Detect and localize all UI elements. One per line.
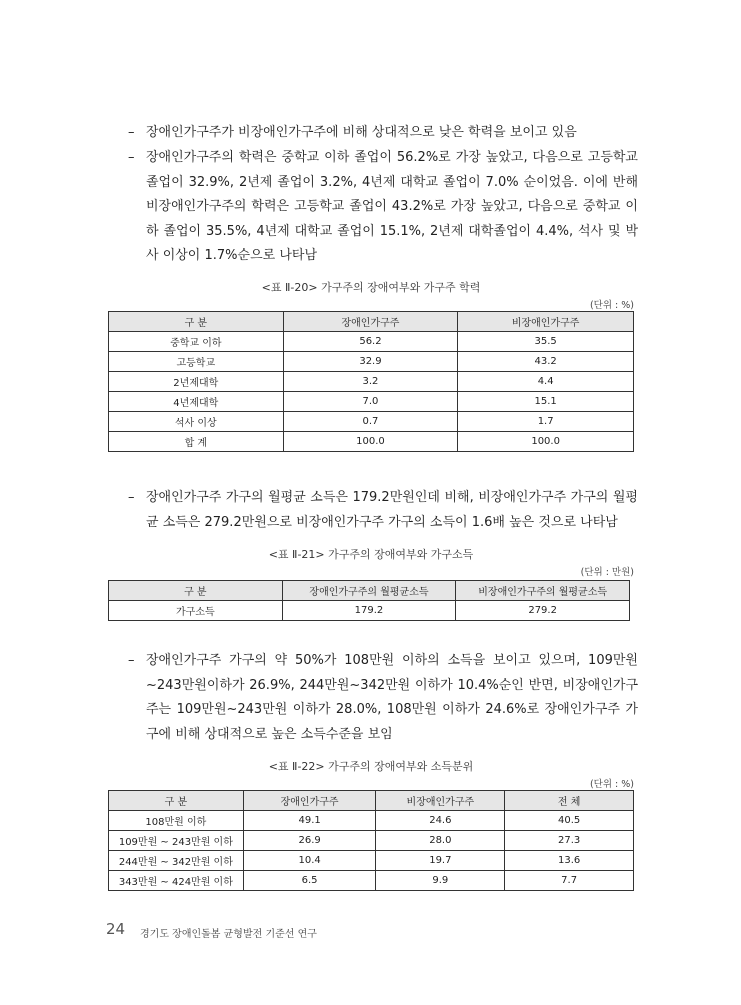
header-cell: 장애인가구주의 월평균소득 <box>282 581 456 601</box>
table-cell: 15.1 <box>458 392 634 412</box>
header-cell: 장애인가구주 <box>243 791 376 811</box>
table-row <box>109 831 634 851</box>
bullet-dash: – <box>128 653 135 668</box>
income-quintile-table <box>108 790 634 891</box>
table-cell: 26.9 <box>243 831 376 851</box>
header-cell: 비장애인가구주 <box>458 312 634 332</box>
bullet-text: 장애인가구주 가구의 약 50%가 108만원 이하의 소득을 보이고 있으며, 109만원~243만원이하가 26.9%, 244만원~342만원 이하가 10.4%순인 반면, 비장애인가구주는 109만원~243만원 이하가 28.0%, 108만원 이하가 24.6%로 장애인가구주 가구에 비해 상대적으로 높은 소득수준을 보임 <box>146 653 638 742</box>
row-label: 석사 이상 <box>109 412 284 432</box>
bullet-paragraph <box>128 121 638 146</box>
row-label: 343만원 ~ 424만원 이하 <box>109 871 244 891</box>
income-table <box>108 580 630 621</box>
page-number: 24 <box>106 920 126 938</box>
table-row <box>109 352 634 372</box>
bullet-text: 장애인가구주 가구의 월평균 소득은 179.2만원인데 비해, 비장애인가구주 가구의 월평균 소득은 279.2만원으로 비장애인가구주 가구의 소득이 1.6배 높은 것으로 나타남 <box>146 490 638 530</box>
table-caption: <표 Ⅱ-22> 가구주의 장애여부와 소득분위 <box>268 760 474 773</box>
bullet-paragraph <box>128 649 638 747</box>
bullet-dash: – <box>128 490 135 505</box>
table-cell: 0.7 <box>283 412 458 432</box>
table-cell: 179.2 <box>282 601 456 621</box>
table-cell: 32.9 <box>283 352 458 372</box>
header-cell: 구 분 <box>109 791 244 811</box>
bullet-dash: – <box>128 150 135 165</box>
table-row <box>109 412 634 432</box>
table-cell: 4.4 <box>458 372 634 392</box>
row-label: 가구소득 <box>109 601 283 621</box>
table-cell: 19.7 <box>376 851 505 871</box>
table-cell: 35.5 <box>458 332 634 352</box>
row-label: 2년제대학 <box>109 372 284 392</box>
table-cell: 27.3 <box>505 831 634 851</box>
table-cell: 100.0 <box>283 432 458 452</box>
header-cell: 전 체 <box>505 791 634 811</box>
table-cell: 100.0 <box>458 432 634 452</box>
row-label: 4년제대학 <box>109 392 284 412</box>
table-cell: 1.7 <box>458 412 634 432</box>
table-cell: 28.0 <box>376 831 505 851</box>
table-header-row <box>109 791 634 811</box>
table-row <box>109 601 630 621</box>
table-cell: 56.2 <box>283 332 458 352</box>
table-row <box>109 332 634 352</box>
table-header-row <box>109 312 634 332</box>
header-cell: 비장애인가구주 <box>376 791 505 811</box>
table-cell: 13.6 <box>505 851 634 871</box>
table-cell: 10.4 <box>243 851 376 871</box>
row-label: 108만원 이하 <box>109 811 244 831</box>
bullet-paragraph <box>128 146 638 269</box>
table-cell: 24.6 <box>376 811 505 831</box>
header-cell: 구 분 <box>109 312 284 332</box>
header-cell: 비장애인가구주의 월평균소득 <box>456 581 630 601</box>
table-unit: (단위 : %) <box>589 779 634 790</box>
bullet-dash: – <box>128 125 135 140</box>
table-cell: 279.2 <box>456 601 630 621</box>
table-cell: 9.9 <box>376 871 505 891</box>
table-row <box>109 392 634 412</box>
header-cell: 구 분 <box>109 581 283 601</box>
table-cell: 43.2 <box>458 352 634 372</box>
table-cell: 49.1 <box>243 811 376 831</box>
row-label: 244만원 ~ 342만원 이하 <box>109 851 244 871</box>
table-row <box>109 851 634 871</box>
bullet-text: 장애인가구주가 비장애인가구주에 비해 상대적으로 낮은 학력을 보이고 있음 <box>146 125 577 140</box>
bullet-text: 장애인가구주의 학력은 중학교 이하 졸업이 56.2%로 가장 높았고, 다음으로 고등학교 졸업이 32.9%, 2년제 졸업이 3.2%, 4년제 대학교 졸업이 7.0% 순이었음. 이에 반해 비장애인가구주의 학력은 고등학교 졸업이 43.2%로 가장 높았고, 다음으로 중학교 이하 졸업이 35.5%, 4년제 대학교 졸업이 15.1%, 2년제 대학졸업이 4.4%, 석사 및 박사 이상이 1.7%순으로 나타남 <box>146 150 638 263</box>
bullet-paragraph <box>128 486 638 535</box>
row-label: 109만원 ~ 243만원 이하 <box>109 831 244 851</box>
table-unit: (단위 : %) <box>589 300 634 311</box>
row-label: 합 계 <box>109 432 284 452</box>
table-row <box>109 372 634 392</box>
table-caption: <표 Ⅱ-21> 가구주의 장애여부와 가구소득 <box>268 548 474 561</box>
table-row <box>109 811 634 831</box>
header-cell: 장애인가구주 <box>283 312 458 332</box>
table-cell: 3.2 <box>283 372 458 392</box>
table-cell: 40.5 <box>505 811 634 831</box>
table-caption: <표 Ⅱ-20> 가구주의 장애여부와 가구주 학력 <box>261 281 481 294</box>
table-total-row <box>109 432 634 452</box>
row-label: 중학교 이하 <box>109 332 284 352</box>
table-row <box>109 871 634 891</box>
table-cell: 7.0 <box>283 392 458 412</box>
table-cell: 6.5 <box>243 871 376 891</box>
table-unit: (단위 : 만원) <box>580 567 634 578</box>
education-table <box>108 311 634 452</box>
running-footer-title: 경기도 장애인돌봄 균형발전 기준선 연구 <box>140 929 317 940</box>
row-label: 고등학교 <box>109 352 284 372</box>
table-cell: 7.7 <box>505 871 634 891</box>
table-header-row <box>109 581 630 601</box>
